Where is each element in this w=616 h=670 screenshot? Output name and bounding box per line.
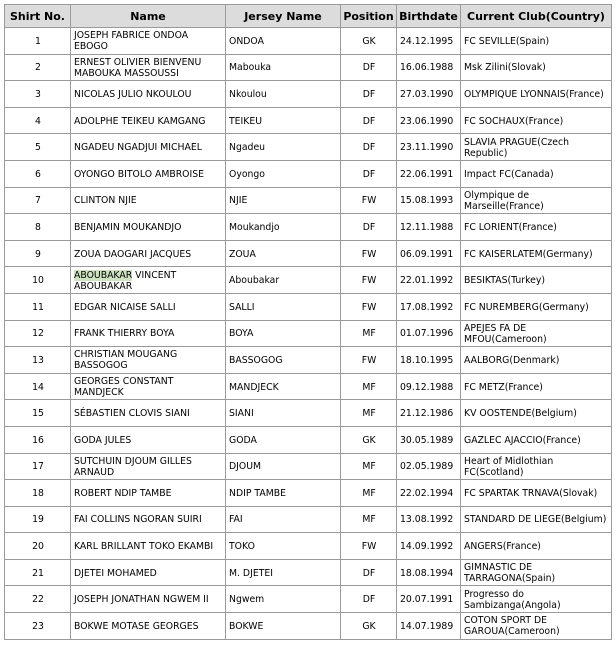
player-name-text: VINCENT ABOUBAKAR bbox=[74, 269, 177, 292]
shirt-number-cell: 6 bbox=[5, 160, 71, 187]
current-club-cell: Msk Zilini(Slovak) bbox=[461, 54, 612, 81]
birthdate-cell: 17.08.1992 bbox=[397, 293, 461, 320]
player-name-cell: ZOUA DAOGARI JACQUES bbox=[71, 240, 226, 267]
header-row bbox=[5, 5, 612, 28]
table-row bbox=[5, 613, 612, 640]
birthdate-cell: 23.11.1990 bbox=[397, 134, 461, 161]
shirt-number-cell: 5 bbox=[5, 134, 71, 161]
position-cell: FW bbox=[341, 533, 397, 560]
header-jersey-name: Jersey Name bbox=[226, 5, 341, 28]
shirt-number-cell: 10 bbox=[5, 267, 71, 294]
shirt-number-cell: 22 bbox=[5, 586, 71, 613]
player-name-cell: ADOLPHE TEIKEU KAMGANG bbox=[71, 107, 226, 134]
birthdate-cell: 27.03.1990 bbox=[397, 81, 461, 108]
current-club-cell: FC METZ(France) bbox=[461, 373, 612, 400]
jersey-name-cell: ONDOA bbox=[226, 28, 341, 55]
table-row bbox=[5, 267, 612, 294]
birthdate-cell: 14.07.1989 bbox=[397, 613, 461, 640]
jersey-name-cell: M. DJETEI bbox=[226, 559, 341, 586]
player-name-cell: BENJAMIN MOUKANDJO bbox=[71, 214, 226, 241]
jersey-name-cell: Oyongo bbox=[226, 160, 341, 187]
birthdate-cell: 01.07.1996 bbox=[397, 320, 461, 347]
birthdate-cell: 18.08.1994 bbox=[397, 559, 461, 586]
jersey-name-cell: MANDJECK bbox=[226, 373, 341, 400]
position-cell: GK bbox=[341, 28, 397, 55]
birthdate-cell: 16.06.1988 bbox=[397, 54, 461, 81]
jersey-name-cell: Moukandjo bbox=[226, 214, 341, 241]
jersey-name-cell: Ngadeu bbox=[226, 134, 341, 161]
jersey-name-cell: Aboubakar bbox=[226, 267, 341, 294]
jersey-name-cell: FAI bbox=[226, 506, 341, 533]
player-name-cell: KARL BRILLANT TOKO EKAMBI bbox=[71, 533, 226, 560]
current-club-cell: Olympique de Marseille(France) bbox=[461, 187, 612, 214]
shirt-number-cell: 9 bbox=[5, 240, 71, 267]
current-club-cell: APEJES FA DE MFOU(Cameroon) bbox=[461, 320, 612, 347]
table-row bbox=[5, 400, 612, 427]
current-club-cell: FC SPARTAK TRNAVA(Slovak) bbox=[461, 480, 612, 507]
position-cell: MF bbox=[341, 506, 397, 533]
shirt-number-cell: 19 bbox=[5, 506, 71, 533]
position-cell: DF bbox=[341, 586, 397, 613]
shirt-number-cell: 20 bbox=[5, 533, 71, 560]
table-row bbox=[5, 160, 612, 187]
shirt-number-cell: 1 bbox=[5, 28, 71, 55]
squad-table bbox=[4, 4, 612, 640]
jersey-name-cell: SIANI bbox=[226, 400, 341, 427]
player-name-cell: NICOLAS JULIO NKOULOU bbox=[71, 81, 226, 108]
current-club-cell: Impact FC(Canada) bbox=[461, 160, 612, 187]
header-name: Name bbox=[71, 5, 226, 28]
position-cell: MF bbox=[341, 400, 397, 427]
shirt-number-cell: 12 bbox=[5, 320, 71, 347]
jersey-name-cell: Mabouka bbox=[226, 54, 341, 81]
table-row bbox=[5, 533, 612, 560]
player-name-cell: OYONGO BITOLO AMBROISE bbox=[71, 160, 226, 187]
current-club-cell: Heart of Midlothian FC(Scotland) bbox=[461, 453, 612, 480]
shirt-number-cell: 13 bbox=[5, 347, 71, 374]
birthdate-cell: 06.09.1991 bbox=[397, 240, 461, 267]
position-cell: DF bbox=[341, 559, 397, 586]
table-row bbox=[5, 293, 612, 320]
position-cell: FW bbox=[341, 240, 397, 267]
position-cell: DF bbox=[341, 54, 397, 81]
current-club-cell: AALBORG(Denmark) bbox=[461, 347, 612, 374]
current-club-cell: COTON SPORT DE GAROUA(Cameroon) bbox=[461, 613, 612, 640]
birthdate-cell: 21.12.1986 bbox=[397, 400, 461, 427]
shirt-number-cell: 14 bbox=[5, 373, 71, 400]
shirt-number-cell: 23 bbox=[5, 613, 71, 640]
birthdate-cell: 15.08.1993 bbox=[397, 187, 461, 214]
current-club-cell: FC SOCHAUX(France) bbox=[461, 107, 612, 134]
table-row bbox=[5, 214, 612, 241]
player-name-cell: DJETEI MOHAMED bbox=[71, 559, 226, 586]
jersey-name-cell: Ngwem bbox=[226, 586, 341, 613]
jersey-name-cell: GODA bbox=[226, 426, 341, 453]
current-club-cell: BESIKTAS(Turkey) bbox=[461, 267, 612, 294]
current-club-cell: STANDARD DE LIEGE(Belgium) bbox=[461, 506, 612, 533]
highlighted-text: ABOUBAKAR bbox=[74, 269, 133, 281]
player-name-cell: FAI COLLINS NGORAN SUIRI bbox=[71, 506, 226, 533]
table-row bbox=[5, 134, 612, 161]
player-name-cell: JOSEPH JONATHAN NGWEM II bbox=[71, 586, 226, 613]
position-cell: DF bbox=[341, 81, 397, 108]
jersey-name-cell: DJOUM bbox=[226, 453, 341, 480]
player-name-cell: ROBERT NDIP TAMBE bbox=[71, 480, 226, 507]
jersey-name-cell: BOYA bbox=[226, 320, 341, 347]
shirt-number-cell: 7 bbox=[5, 187, 71, 214]
table-row bbox=[5, 453, 612, 480]
jersey-name-cell: NJIE bbox=[226, 187, 341, 214]
table-row bbox=[5, 54, 612, 81]
position-cell: MF bbox=[341, 480, 397, 507]
shirt-number-cell: 2 bbox=[5, 54, 71, 81]
jersey-name-cell: TOKO bbox=[226, 533, 341, 560]
player-name-cell: GEORGES CONSTANT MANDJECK bbox=[71, 373, 226, 400]
position-cell: DF bbox=[341, 134, 397, 161]
table-row bbox=[5, 240, 612, 267]
table-row bbox=[5, 347, 612, 374]
current-club-cell: GIMNASTIC DE TARRAGONA(Spain) bbox=[461, 559, 612, 586]
player-name-cell: NGADEU NGADJUI MICHAEL bbox=[71, 134, 226, 161]
birthdate-cell: 02.05.1989 bbox=[397, 453, 461, 480]
table-row bbox=[5, 28, 612, 55]
table-row bbox=[5, 81, 612, 108]
shirt-number-cell: 15 bbox=[5, 400, 71, 427]
jersey-name-cell: TEIKEU bbox=[226, 107, 341, 134]
current-club-cell: GAZLEC AJACCIO(France) bbox=[461, 426, 612, 453]
birthdate-cell: 13.08.1992 bbox=[397, 506, 461, 533]
player-name-cell: EDGAR NICAISE SALLI bbox=[71, 293, 226, 320]
shirt-number-cell: 17 bbox=[5, 453, 71, 480]
current-club-cell: SLAVIA PRAGUE(Czech Republic) bbox=[461, 134, 612, 161]
jersey-name-cell: SALLI bbox=[226, 293, 341, 320]
shirt-number-cell: 16 bbox=[5, 426, 71, 453]
table-row bbox=[5, 187, 612, 214]
table-row bbox=[5, 373, 612, 400]
position-cell: DF bbox=[341, 214, 397, 241]
birthdate-cell: 23.06.1990 bbox=[397, 107, 461, 134]
player-name-cell: JOSEPH FABRICE ONDOA EBOGO bbox=[71, 28, 226, 55]
header-shirt-no: Shirt No. bbox=[5, 5, 71, 28]
birthdate-cell: 09.12.1988 bbox=[397, 373, 461, 400]
table-row bbox=[5, 426, 612, 453]
player-name-cell: GODA JULES bbox=[71, 426, 226, 453]
current-club-cell: KV OOSTENDE(Belgium) bbox=[461, 400, 612, 427]
table-row bbox=[5, 586, 612, 613]
current-club-cell: Progresso do Sambizanga(Angola) bbox=[461, 586, 612, 613]
current-club-cell: FC KAISERLATEM(Germany) bbox=[461, 240, 612, 267]
jersey-name-cell: BASSOGOG bbox=[226, 347, 341, 374]
header-current-club: Current Club(Country) bbox=[461, 5, 612, 28]
header-position: Position bbox=[341, 5, 397, 28]
birthdate-cell: 22.02.1994 bbox=[397, 480, 461, 507]
birthdate-cell: 20.07.1991 bbox=[397, 586, 461, 613]
shirt-number-cell: 21 bbox=[5, 559, 71, 586]
shirt-number-cell: 11 bbox=[5, 293, 71, 320]
position-cell: MF bbox=[341, 453, 397, 480]
player-name-cell bbox=[71, 267, 226, 294]
player-name-cell: CLINTON NJIE bbox=[71, 187, 226, 214]
current-club-cell: FC SEVILLE(Spain) bbox=[461, 28, 612, 55]
table-row bbox=[5, 320, 612, 347]
jersey-name-cell: Nkoulou bbox=[226, 81, 341, 108]
current-club-cell: FC NUREMBERG(Germany) bbox=[461, 293, 612, 320]
birthdate-cell: 12.11.1988 bbox=[397, 214, 461, 241]
header-birthdate: Birthdate bbox=[397, 5, 461, 28]
position-cell: GK bbox=[341, 426, 397, 453]
player-name-cell: BOKWE MOTASE GEORGES bbox=[71, 613, 226, 640]
position-cell: FW bbox=[341, 267, 397, 294]
jersey-name-cell: BOKWE bbox=[226, 613, 341, 640]
position-cell: DF bbox=[341, 107, 397, 134]
position-cell: GK bbox=[341, 613, 397, 640]
birthdate-cell: 30.05.1989 bbox=[397, 426, 461, 453]
birthdate-cell: 24.12.1995 bbox=[397, 28, 461, 55]
current-club-cell: ANGERS(France) bbox=[461, 533, 612, 560]
current-club-cell: OLYMPIQUE LYONNAIS(France) bbox=[461, 81, 612, 108]
player-name-cell: CHRISTIAN MOUGANG BASSOGOG bbox=[71, 347, 226, 374]
player-name-cell: SÉBASTIEN CLOVIS SIANI bbox=[71, 400, 226, 427]
position-cell: FW bbox=[341, 187, 397, 214]
shirt-number-cell: 3 bbox=[5, 81, 71, 108]
current-club-cell: FC LORIENT(France) bbox=[461, 214, 612, 241]
squad-table-container bbox=[4, 4, 612, 640]
position-cell: FW bbox=[341, 293, 397, 320]
birthdate-cell: 22.01.1992 bbox=[397, 267, 461, 294]
player-name-cell: FRANK THIERRY BOYA bbox=[71, 320, 226, 347]
table-body bbox=[5, 28, 612, 640]
shirt-number-cell: 4 bbox=[5, 107, 71, 134]
player-name-cell: SUTCHUIN DJOUM GILLES ARNAUD bbox=[71, 453, 226, 480]
table-row bbox=[5, 107, 612, 134]
shirt-number-cell: 18 bbox=[5, 480, 71, 507]
table-row bbox=[5, 559, 612, 586]
birthdate-cell: 18.10.1995 bbox=[397, 347, 461, 374]
shirt-number-cell: 8 bbox=[5, 214, 71, 241]
position-cell: MF bbox=[341, 373, 397, 400]
birthdate-cell: 22.06.1991 bbox=[397, 160, 461, 187]
jersey-name-cell: ZOUA bbox=[226, 240, 341, 267]
table-row bbox=[5, 480, 612, 507]
birthdate-cell: 14.09.1992 bbox=[397, 533, 461, 560]
player-name-cell: ERNEST OLIVIER BIENVENU MABOUKA MASSOUSSI bbox=[71, 54, 226, 81]
position-cell: MF bbox=[341, 320, 397, 347]
position-cell: DF bbox=[341, 160, 397, 187]
table-row bbox=[5, 506, 612, 533]
jersey-name-cell: NDIP TAMBE bbox=[226, 480, 341, 507]
position-cell: FW bbox=[341, 347, 397, 374]
